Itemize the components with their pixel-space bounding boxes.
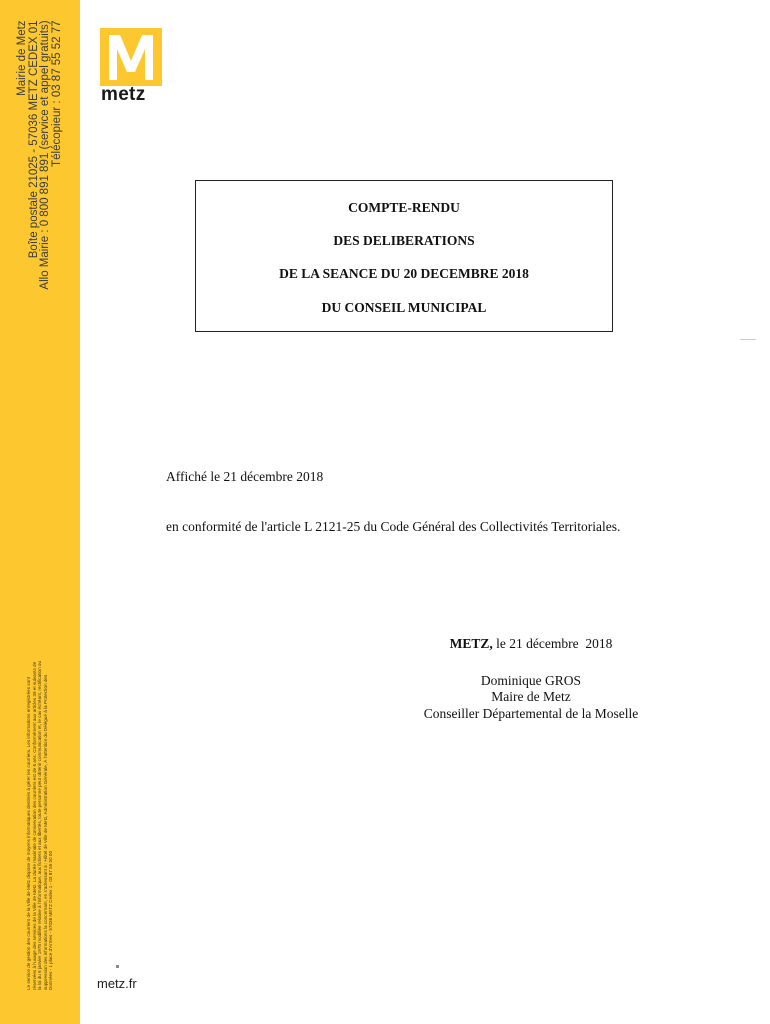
signatory-role: Maire de Metz: [491, 689, 571, 704]
m-glyph-icon: [100, 28, 162, 86]
title-box: [195, 180, 613, 332]
footer-dot: [116, 965, 119, 968]
footer-website: metz.fr: [97, 976, 137, 991]
signatory-role-2: Conseiller Départemental de la Moselle: [423, 706, 639, 721]
contact-line: Boîte postale 21025 - 57036 METZ CEDEX 01: [27, 20, 40, 259]
title-line: COMPTE-RENDU: [348, 200, 460, 215]
m-logo-icon: [100, 28, 162, 86]
legal-notice: Le service de gestion des courriers de la Ville de Metz dispose de moyens informatiques destinés à gérer les courriers. Les informations enregistrées sont réservées à l'usage des services de la Ville de Metz. La durée maximale de conservation des courriers est de 6 ans. Conformément aux articles 39 et suivants de la loi du 6 janvier 1978 modifiée relative à l'informatique, aux fichiers et aux libertés, toute personne peut obtenir communication et, le cas échéant, rectification ou suppression des informations la concernant, en s'adressant à : Hôtel de Ville de Metz, Administration Générale, À l'attention du Délégué à la Protection des Données - 1 place d'Armes - 57036 METZ Cedex 1 - 03 87 55 50 00: [26, 660, 54, 990]
signature-place: METZ,: [449, 636, 493, 651]
contact-line: Allo Mairie : 0 800 891 891 (service et appel gratuits): [39, 20, 51, 290]
title-line: DU CONSEIL MUNICIPAL: [321, 300, 487, 315]
logo-wordmark: metz: [101, 84, 146, 105]
margin-mark: [740, 339, 756, 340]
contact-line: Télécopieur : 03 87 55 52 77: [50, 20, 63, 167]
metz-logo: [100, 28, 162, 106]
signature-place-date: [400, 636, 662, 652]
compliance-text: en conformité de l'article L 2121-25 du Code Général des Collectivités Territoriales.: [166, 519, 621, 534]
contact-line: Mairie de Metz: [16, 20, 28, 96]
signature-date: le 21 décembre 2018: [492, 636, 613, 651]
posted-date: Affiché le 21 décembre 2018: [166, 469, 324, 484]
signatory-name: Dominique GROS: [480, 673, 582, 688]
title-line: DES DELIBERATIONS: [333, 233, 475, 248]
title-line: DE LA SEANCE DU 20 DECEMBRE 2018: [279, 266, 529, 281]
